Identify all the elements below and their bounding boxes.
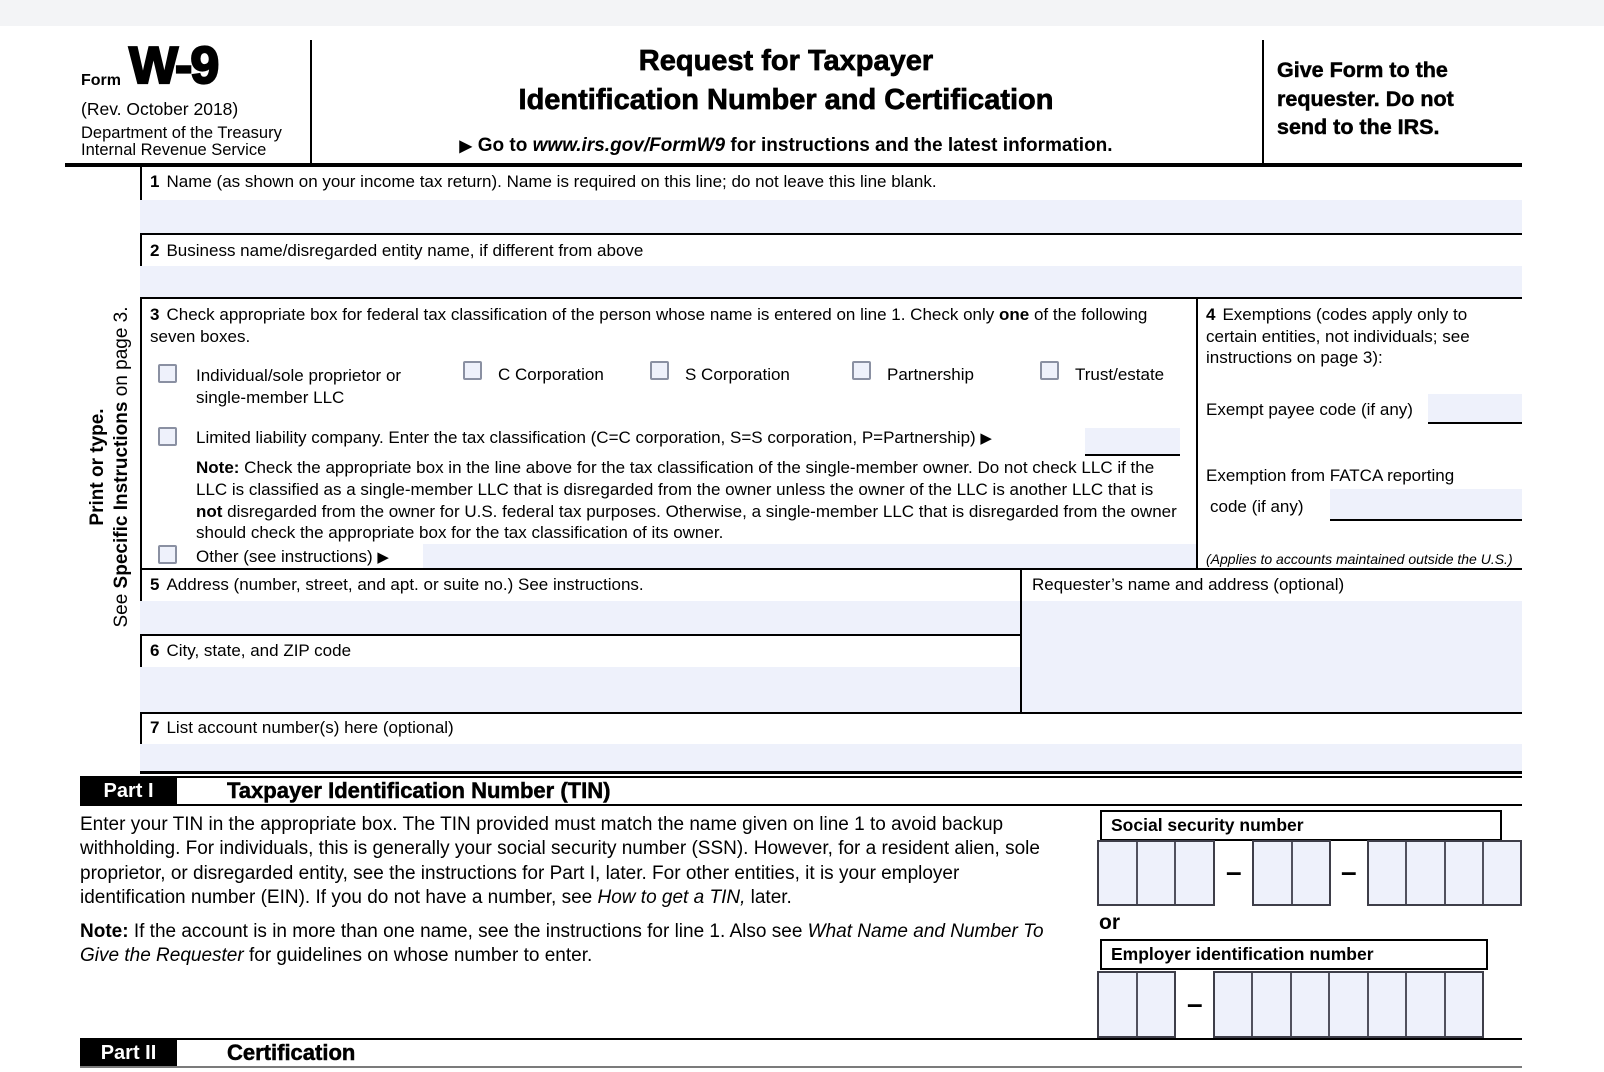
tin-digit-cell[interactable] [1099, 973, 1136, 1036]
ssn-dash-1: – [1226, 856, 1242, 887]
window-top-edge [0, 0, 1604, 26]
form-title [330, 42, 1242, 120]
line3-note: Note: Check the appropriate box in the line above for the tax classification of the single-member owner. Do not check LLC if the LLC is classified as a single-member LLC that is disregarded from the owner unless the owner of the LLC is another LLC that is not disregarded from the owner for U.S. federal tax purposes. Otherwise, a single-member LLC that is disregarded from the owner should check the appropriate box for the tax classification of its owner. [196, 458, 1177, 543]
part1-title: Taxpayer Identification Number (TIN) [227, 778, 611, 803]
line6-number: 6 [150, 641, 160, 660]
tin-digit-cell[interactable] [1254, 842, 1291, 904]
line4-label: 4 Exemptions (codes apply only to certain entities, not individuals; see instructions on page 3): [1206, 305, 1470, 367]
line4-number: 4 [1206, 305, 1216, 324]
on-page-word: on page 3. [111, 306, 132, 402]
line3-line4-divider [1196, 298, 1198, 568]
tin-digit-cell[interactable] [1174, 842, 1213, 904]
tin-digit-cell[interactable] [1291, 842, 1330, 904]
line7-label: 7 List account number(s) here (optional) [150, 718, 454, 737]
checkbox-llc-label: Limited liability company. Enter the tax classification (C=C corporation, S=S corporation, P=Partnership) ▶ [196, 428, 992, 447]
requester-label: Requester’s name and address (optional) [1032, 575, 1345, 594]
department-line: Department of the Treasury [81, 124, 282, 142]
form-revision: (Rev. October 2018) [81, 99, 239, 119]
tin-digit-cell[interactable] [1136, 973, 1175, 1036]
tin-digit-cell[interactable] [1369, 842, 1405, 904]
see-instructions-label [110, 187, 134, 747]
llc-classification-input[interactable] [1085, 428, 1180, 456]
row-divider [140, 712, 1522, 714]
row-divider [140, 568, 1522, 570]
tin-digit-cell[interactable] [1482, 842, 1520, 904]
fatca-label-line1: Exemption from FATCA reporting [1206, 466, 1455, 485]
applies-note: (Applies to accounts maintained outside the U.S.) [1206, 551, 1513, 567]
line3-number: 3 [150, 305, 160, 324]
header-rule [65, 163, 1522, 167]
header-divider-left [310, 40, 312, 166]
right-pointer-icon: ▶ [459, 138, 472, 155]
form-word: Form [81, 72, 121, 89]
checkbox-trust-estate-label: Trust/estate [1075, 365, 1165, 384]
part1-note: Note: If the account is in more than one name, see the instructions for line 1. Also see What Name and Number To Give the Requester for guidelines on whose number to enter. [80, 921, 1044, 967]
ssn-group-1 [1097, 840, 1215, 906]
row-divider [140, 233, 1522, 235]
right-pointer-icon: ▶ [980, 430, 992, 447]
ein-label-box: Employer identification number [1100, 939, 1488, 970]
line5-label: 5 Address (number, street, and apt. or suite no.) See instructions. [150, 575, 644, 594]
ein-group-1 [1097, 971, 1176, 1038]
ein-group-2 [1213, 971, 1484, 1038]
checkbox-partnership[interactable] [852, 361, 871, 380]
checkbox-individual-label: Individual/sole proprietor or single-member LLC [196, 366, 402, 407]
line3-label: 3 Check appropriate box for federal tax classification of the person whose name is entered on line 1. Check only one of the following seven boxes. [150, 305, 1148, 346]
print-or-type-label: Print or type. [87, 408, 108, 526]
goto-instruction [330, 135, 1242, 157]
checkbox-individual[interactable] [158, 364, 177, 383]
tin-digit-cell[interactable] [1367, 973, 1405, 1036]
give-form-instruction: Give Form to the requester. Do not send to the IRS. [1277, 58, 1454, 139]
part2-title: Certification [227, 1040, 356, 1065]
goto-prefix: Go to [477, 135, 533, 156]
fatca-label-line2: code (if any) [1210, 497, 1304, 516]
goto-suffix: for instructions and the latest information. [725, 135, 1113, 156]
right-pointer-icon: ▶ [377, 549, 389, 566]
city-state-zip-input[interactable] [140, 667, 1020, 712]
specific-instructions-word: Specific Instructions [111, 401, 132, 589]
ssn-dash-2: – [1341, 856, 1357, 887]
part2-badge: Part II [80, 1040, 177, 1066]
row-divider [140, 634, 1020, 636]
fatca-code-input[interactable] [1330, 489, 1522, 521]
other-input[interactable] [423, 544, 1196, 568]
part1-badge: Part I [80, 778, 177, 804]
tin-digit-cell[interactable] [1328, 973, 1366, 1036]
tin-digit-cell[interactable] [1215, 973, 1251, 1036]
part1-bar [80, 776, 1522, 806]
business-name-input[interactable] [140, 266, 1522, 297]
part1-paragraph: Enter your TIN in the appropriate box. The TIN provided must match the name given on line 1 to avoid backup withholding. For individuals, this is generally your social security number (SSN). However, for a resident alien, sole proprietor, or disregarded entity, see the instructions for Part I, later. For other entities, it is your employer identification number (EIN). If you do not have a number, see How to get a TIN, later. [80, 814, 1040, 908]
address-input[interactable] [140, 601, 1020, 634]
checkbox-c-corporation-label: C Corporation [498, 365, 604, 384]
line6-label: 6 City, state, and ZIP code [150, 641, 352, 660]
tin-digit-cell[interactable] [1136, 842, 1175, 904]
exempt-payee-label: Exempt payee code (if any) [1206, 400, 1413, 419]
see-word: See [111, 588, 132, 628]
line1-number: 1 [150, 172, 160, 191]
row-divider [140, 297, 1522, 299]
ein-dash: – [1187, 988, 1203, 1019]
line7-number: 7 [150, 718, 160, 737]
checkbox-trust-estate[interactable] [1040, 361, 1059, 380]
or-label: or [1099, 911, 1120, 934]
form-number: W-9 [129, 37, 218, 95]
checkbox-s-corporation[interactable] [650, 361, 669, 380]
checkbox-llc[interactable] [158, 427, 177, 446]
exempt-payee-code-input[interactable] [1428, 394, 1522, 424]
name-input[interactable] [140, 200, 1522, 233]
form-bottom-border [140, 771, 1522, 774]
part2-bar [80, 1038, 1522, 1068]
ssn-group-2 [1252, 840, 1331, 906]
tin-digit-cell[interactable] [1290, 973, 1328, 1036]
tin-digit-cell[interactable] [1251, 973, 1289, 1036]
checkbox-partnership-label: Partnership [887, 365, 974, 384]
irs-url: www.irs.gov/FormW9 [532, 135, 726, 156]
tin-digit-cell[interactable] [1405, 842, 1443, 904]
header-divider-right [1262, 40, 1264, 166]
tin-digit-cell[interactable] [1405, 973, 1443, 1036]
checkbox-other[interactable] [158, 545, 177, 564]
service-line: Internal Revenue Service [81, 141, 267, 159]
requester-name-address-input[interactable] [1022, 601, 1522, 712]
line2-label: 2 Business name/disregarded entity name, if different from above [150, 241, 644, 260]
ssn-group-3 [1367, 840, 1522, 906]
line1-label: 1 Name (as shown on your income tax return). Name is required on this line; do not leave this line blank. [150, 172, 937, 191]
checkbox-c-corporation[interactable] [463, 361, 482, 380]
tin-digit-cell[interactable] [1444, 842, 1482, 904]
checkbox-other-label: Other (see instructions) ▶ [196, 547, 389, 566]
account-numbers-input[interactable] [140, 744, 1522, 771]
line2-number: 2 [150, 241, 160, 260]
form-title-line1: Request for Taxpayer [638, 45, 934, 77]
tin-digit-cell[interactable] [1444, 973, 1482, 1036]
tin-digit-cell[interactable] [1099, 842, 1136, 904]
form-title-line2: Identification Number and Certification [518, 84, 1054, 116]
ssn-label-box: Social security number [1100, 810, 1502, 841]
checkbox-s-corporation-label: S Corporation [685, 365, 790, 384]
line5-number: 5 [150, 575, 160, 594]
print-or-type-gutter [86, 187, 134, 747]
